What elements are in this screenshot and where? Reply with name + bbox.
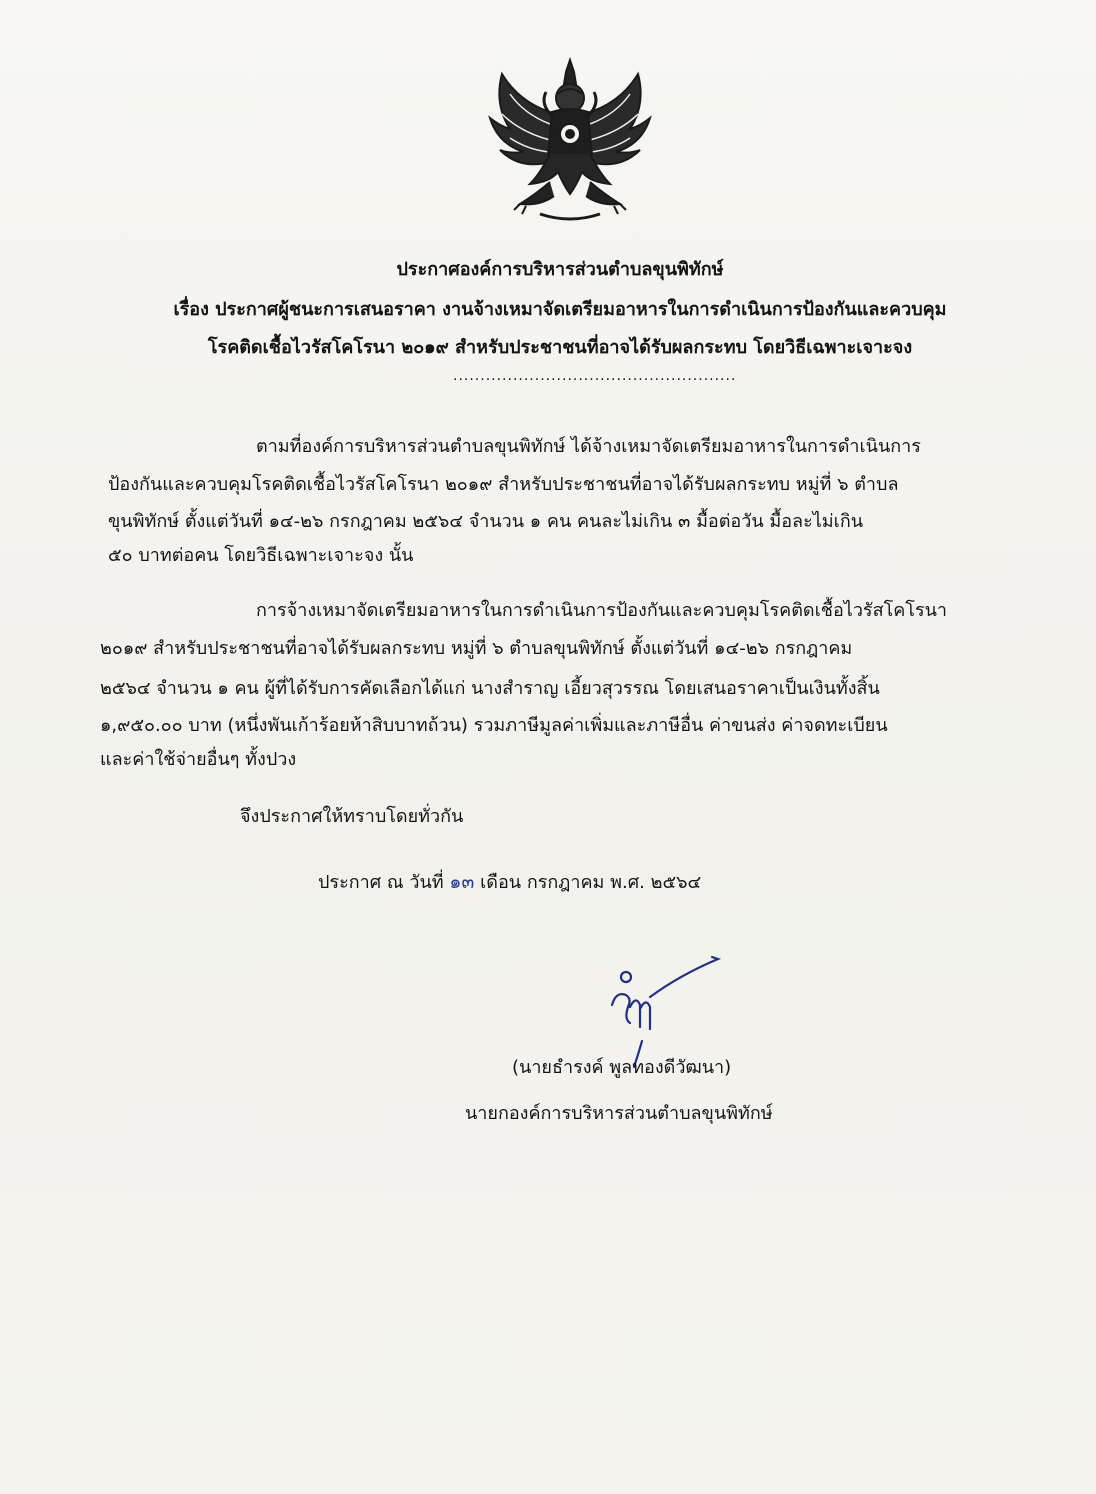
para1-line1: ตามที่องค์การบริหารส่วนตำบลขุนพิทักษ์ ได้จ้างเหมาจัดเตรียมอาหารในการดำเนินการ (256, 436, 921, 457)
garuda-emblem-icon (480, 54, 660, 234)
dotted-divider: .................................................... (453, 368, 737, 384)
signatory-title: นายกองค์การบริหารส่วนตำบลขุนพิทักษ์ (465, 1103, 773, 1124)
signatory-name: (นายธำรงค์ พูลทองดีวัฒนา) (512, 1057, 732, 1078)
para1-line4: ๕๐ บาทต่อคน โดยวิธีเฉพาะเจาะจง นั้น (108, 545, 414, 566)
para2-line4: ๑,๙๕๐.๐๐ บาท (หนึ่งพันเก้าร้อยห้าสิบบาทถ้วน) รวมภาษีมูลค่าเพิ่มและภาษีอื่น ค่าขนส่ง ค่าจดทะเบียน (100, 715, 888, 736)
date-month-year: เดือน กรกฎาคม พ.ศ. ๒๕๖๔ (480, 872, 702, 893)
para1-line3: ขุนพิทักษ์ ตั้งแต่วันที่ ๑๔-๒๖ กรกฎาคม ๒๕๖๔ จำนวน ๑ คน คนละไม่เกิน ๓ มื้อต่อวัน มื้อละไม่เกิน (108, 511, 864, 532)
para2-line3: ๒๕๖๔ จำนวน ๑ คน ผู้ที่ได้รับการคัดเลือกได้แก่ นางสำราญ เอี้ยวสุวรรณ โดยเสนอราคาเป็นเงินทั้งสิ้น (100, 678, 880, 699)
para1-line2: ป้องกันและควบคุมโรคติดเชื้อไวรัสโคโรนา ๒๐๑๙ สำหรับประชาชนที่อาจได้รับผลกระทบ หมู่ที่ ๖ ตำบล (108, 474, 899, 495)
para2-line1: การจ้างเหมาจัดเตรียมอาหารในการดำเนินการป้องกันและควบคุมโรคติดเชื้อไวรัสโคโรนา (256, 600, 948, 621)
subject-line-1: เรื่อง ประกาศผู้ชนะการเสนอราคา งานจ้างเหมาจัดเตรียมอาหารในการดำเนินการป้องกันและควบคุม (173, 299, 947, 320)
para2-line5: และค่าใช้จ่ายอื่นๆ ทั้งปวง (100, 749, 297, 770)
date-prefix: ประกาศ ณ วันที่ (318, 872, 444, 893)
subject-line-2: โรคติดเชื้อไวรัสโคโรนา ๒๐๑๙ สำหรับประชาชนที่อาจได้รับผลกระทบ โดยวิธีเฉพาะเจาะจง (207, 337, 913, 358)
para2-line2: ๒๐๑๙ สำหรับประชาชนที่อาจได้รับผลกระทบ หมู่ที่ ๖ ตำบลขุนพิทักษ์ ตั้งแต่วันที่ ๑๔-๒๖ กรกฎาคม (100, 638, 853, 659)
date-day-handwritten: ๑๓ (449, 871, 475, 893)
closing-statement: จึงประกาศให้ทราบโดยทั่วกัน (240, 806, 464, 827)
announcement-heading: ประกาศองค์การบริหารส่วนตำบลขุนพิทักษ์ (396, 259, 724, 280)
announcement-date (318, 872, 701, 893)
